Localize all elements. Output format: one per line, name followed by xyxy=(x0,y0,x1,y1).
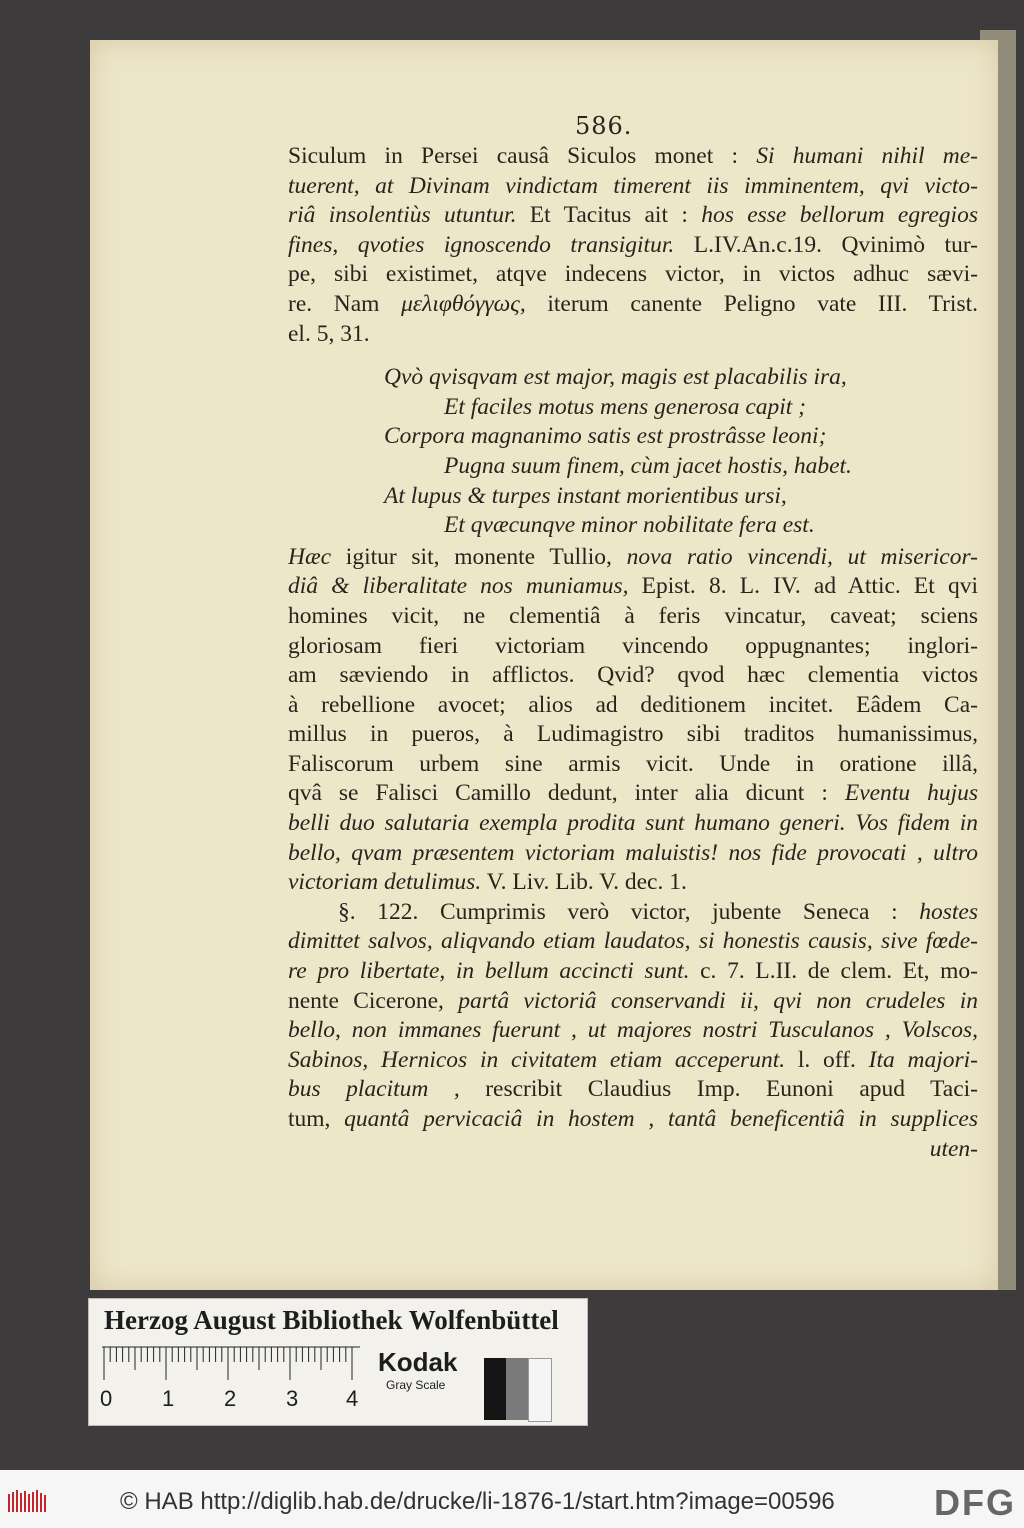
text-line: homines vicit, ne clementiâ à feris vincatur, caveat; sciens xyxy=(288,602,978,629)
ruler-number: 1 xyxy=(162,1386,175,1411)
poem-line: At lupus & turpes instant morientibus ursi, xyxy=(384,482,787,509)
gray-swatch-black xyxy=(484,1358,506,1420)
poem-line: Et qvæcunqve minor nobilitate fera est. xyxy=(444,512,815,539)
poem-line: Corpora magnanimo satis est prostrâsse leoni; xyxy=(384,423,827,450)
text-line: am sæviendo in afflictos. Qvid? qvod hæc clementia victos xyxy=(288,662,978,689)
ruler-number: 3 xyxy=(286,1386,299,1411)
text-line: Siculum in Persei causâ Siculos monet : Si humani nihil me- xyxy=(288,143,978,169)
text-line: nente Cicerone, partâ victoriâ conservandi ii, qvi non crudeles in xyxy=(288,987,978,1014)
text-line: victoriam detulimus. V. Liv. Lib. V. dec. 1. xyxy=(288,869,687,896)
text-line: bus placitum , rescribit Claudius Imp. Eunoni apud Taci- xyxy=(288,1076,978,1103)
text-line: pe, sibi existimet, atqve indecens victor, in victos adhuc sævi- xyxy=(288,261,978,288)
text-line: à rebellione avocet; alios ad deditionem incitet. Eâdem Ca- xyxy=(288,691,978,718)
scale-ruler xyxy=(102,1346,360,1382)
text-line: Sabinos, Hernicos in civitatem etiam acceperunt. l. off. Ita majori- xyxy=(288,1046,978,1073)
text-line: qvâ se Falisci Camillo dedunt, inter alia dicunt : Eventu hujus xyxy=(288,780,978,807)
ruler-number: 4 xyxy=(346,1386,359,1411)
stanza-gap xyxy=(288,349,978,363)
text-line: re pro libertate, in bellum accincti sunt. c. 7. L.II. de clem. Et, mo- xyxy=(288,958,978,985)
gray-swatch-white xyxy=(528,1358,552,1422)
text-line: belli duo salutaria exempla prodita sunt humano generi. Vos fidem in xyxy=(288,810,978,837)
text-line: millus in pueros, à Ludimagistro sibi traditos humanissimus, xyxy=(288,721,978,748)
page-text xyxy=(288,142,978,1164)
text-line: tum, quantâ pervicaciâ in hostem , tantâ beneficentiâ in supplices xyxy=(288,1106,978,1132)
text-line: gloriosam fieri victoriam vincendo oppugnantes; inglori- xyxy=(288,632,978,659)
text-line: diâ & liberalitate nos muniamus, Epist. 8. L. IV. ad Attic. Et qvi xyxy=(288,573,978,600)
ruler-number: 2 xyxy=(224,1386,237,1411)
footer-copyright-link[interactable]: © HAB http://diglib.hab.de/drucke/li-1876-1/start.htm?image=00596 xyxy=(120,1488,835,1515)
text-line: dimittet salvos, aliqvando etiam laudatos, si honestis causis, sive fœde- xyxy=(288,928,978,955)
dfg-logo: DFG xyxy=(934,1482,1016,1523)
text-line: fines, qvoties ignoscendo transigitur. L.IV.An.c.19. Qvinimò tur- xyxy=(288,231,978,258)
text-line: tuerent, at Divinam vindictam timerent iis imminentem, qvi victo- xyxy=(288,172,978,199)
text-line: bello, qvam præsentem victoriam maluistis! nos fide provocati , ultro xyxy=(288,839,978,866)
poem-line: Pugna suum finem, cùm jacet hostis, habet. xyxy=(444,452,852,479)
text-line: el. 5, 31. xyxy=(288,320,370,347)
catchword: uten- xyxy=(929,1135,978,1162)
poem-line: Et faciles motus mens generosa capit ; xyxy=(444,393,807,420)
gray-swatch-mid xyxy=(506,1358,528,1420)
kodak-logo: Kodak xyxy=(378,1347,458,1377)
page-number: 586. xyxy=(575,112,633,140)
text-line: Hæc igitur sit, monente Tullio, nova ratio vincendi, ut misericor- xyxy=(288,543,978,570)
text-line: bello, non immanes fuerunt , ut majores nostri Tusculanos , Volscos, xyxy=(288,1017,978,1044)
text-line: riâ insolentiùs utuntur. Et Tacitus ait : hos esse bellorum egregios xyxy=(288,202,978,229)
text-line: §. 122. Cumprimis verò victor, jubente Seneca : hostes xyxy=(338,898,978,925)
hab-logo-icon xyxy=(8,1490,48,1514)
poem-line: Qvò qvisqvam est major, magis est placabilis ira, xyxy=(384,364,847,391)
ruler-number: 0 xyxy=(100,1386,113,1411)
text-line: re. Nam μελιφθόγγως, iterum canente Peligno vate III. Trist. xyxy=(288,290,978,317)
library-name: Herzog August Bibliothek Wolfenbüttel xyxy=(104,1305,559,1335)
gray-scale-caption: Gray Scale xyxy=(386,1378,446,1392)
text-line: Faliscorum urbem sine armis vicit. Unde in oratione illâ, xyxy=(288,750,978,777)
